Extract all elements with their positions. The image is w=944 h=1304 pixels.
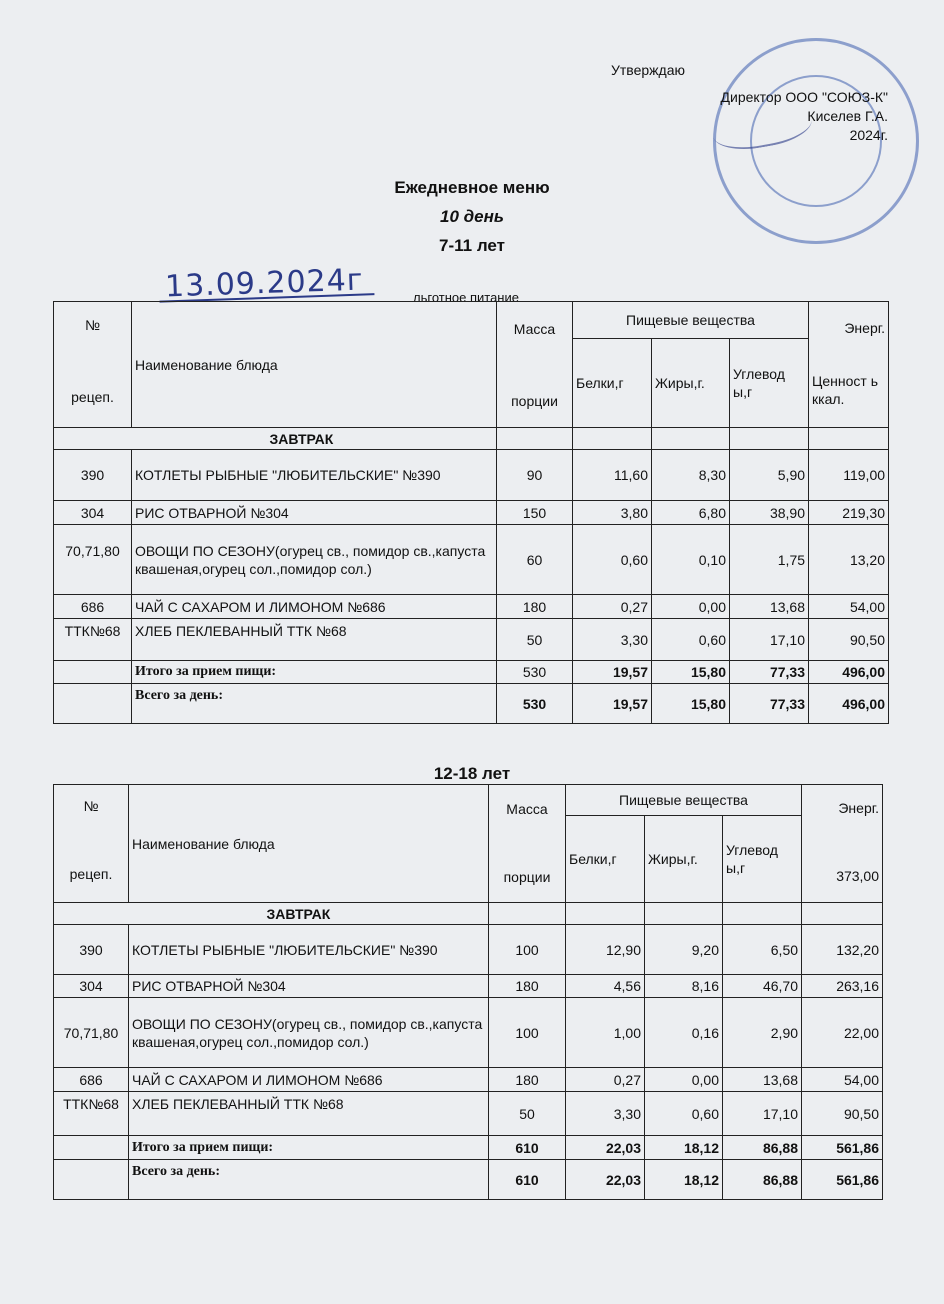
table-row: 70,71,80 ОВОЩИ ПО СЕЗОНУ(огурец св., помидор св.,капуста квашеная,огурец сол.,помидор сол.) 60 0,60 0,10 1,75 13,20: [54, 525, 889, 595]
total-row: Всего за день: 610 22,03 18,12 86,88 561,86: [54, 1160, 883, 1200]
day-title: 10 день: [440, 207, 504, 226]
table-row: 70,71,80 ОВОЩИ ПО СЕЗОНУ(огурец св., помидор св.,капуста квашеная,огурец сол.,помидор сол.) 100 1,00 0,16 2,90 22,00: [54, 998, 883, 1068]
section-breakfast: ЗАВТРАК: [129, 903, 489, 925]
header-fat: Жиры,г.: [645, 816, 723, 903]
director-title: Директор ООО "СОЮЗ-К": [720, 89, 888, 105]
header-nutrients: Пищевые вещества: [573, 302, 809, 339]
header-energy: Энерг. Ценност ь ккал.: [809, 302, 889, 428]
table-row: 390 КОТЛЕТЫ РЫБНЫЕ "ЛЮБИТЕЛЬСКИЕ" №390 100 12,90 9,20 6,50 132,20: [54, 925, 883, 975]
header-recipe-number: № рецеп.: [54, 785, 129, 903]
header-fat: Жиры,г.: [652, 339, 730, 428]
age-group-title-2: 12-18 лет: [433, 764, 511, 783]
header-recipe-number: № рецеп.: [54, 302, 132, 428]
director-block: [658, 88, 888, 145]
menu-table-12-18: [53, 784, 883, 1200]
header-dish-name: Наименование блюда: [132, 302, 497, 428]
approve-year: 2024г.: [849, 127, 888, 143]
page-title: Ежедневное меню: [394, 178, 550, 197]
subtotal-row: Итого за прием пищи: 610 22,03 18,12 86,88 561,86: [54, 1136, 883, 1160]
header-mass: Масса порции: [497, 302, 573, 428]
header-mass: Масса порции: [489, 785, 566, 903]
header-protein: Белки,г: [573, 339, 652, 428]
table-row: 390 КОТЛЕТЫ РЫБНЫЕ "ЛЮБИТЕЛЬСКИЕ" №390 90 11,60 8,30 5,90 119,00: [54, 450, 889, 501]
approve-label: Утверждаю: [611, 62, 685, 78]
age-group-title: 7-11 лет: [439, 236, 505, 255]
table-row: 304 РИС ОТВАРНОЙ №304 150 3,80 6,80 38,90 219,30: [54, 501, 889, 525]
table-row: ТТК№68 ХЛЕБ ПЕКЛЕВАННЫЙ ТТК №68 50 3,30 0,60 17,10 90,50: [54, 1092, 883, 1136]
section-breakfast: ЗАВТРАК: [132, 428, 497, 450]
header-nutrients: Пищевые вещества: [566, 785, 802, 816]
director-name: Киселев Г.А.: [807, 108, 888, 124]
handwritten-date: 13.09.2024г: [164, 263, 364, 305]
header-dish-name: Наименование блюда: [129, 785, 489, 903]
subtotal-row: Итого за прием пищи: 530 19,57 15,80 77,33 496,00: [54, 661, 889, 684]
header-carbs: Углевод ы,г: [723, 816, 802, 903]
table-row: 686 ЧАЙ С САХАРОМ И ЛИМОНОМ №686 180 0,27 0,00 13,68 54,00: [54, 1068, 883, 1092]
table-row: 304 РИС ОТВАРНОЙ №304 180 4,56 8,16 46,70 263,16: [54, 975, 883, 998]
subsidy-label: льготное питание: [413, 290, 519, 305]
total-row: Всего за день: 530 19,57 15,80 77,33 496,00: [54, 684, 889, 724]
header-energy: Энерг. 373,00: [802, 785, 883, 903]
table-row: ТТК№68 ХЛЕБ ПЕКЛЕВАННЫЙ ТТК №68 50 3,30 0,60 17,10 90,50: [54, 619, 889, 661]
header-carbs: Углевод ы,г: [730, 339, 809, 428]
table-row: 686 ЧАЙ С САХАРОМ И ЛИМОНОМ №686 180 0,27 0,00 13,68 54,00: [54, 595, 889, 619]
menu-table-7-11: [53, 301, 889, 724]
header-protein: Белки,г: [566, 816, 645, 903]
